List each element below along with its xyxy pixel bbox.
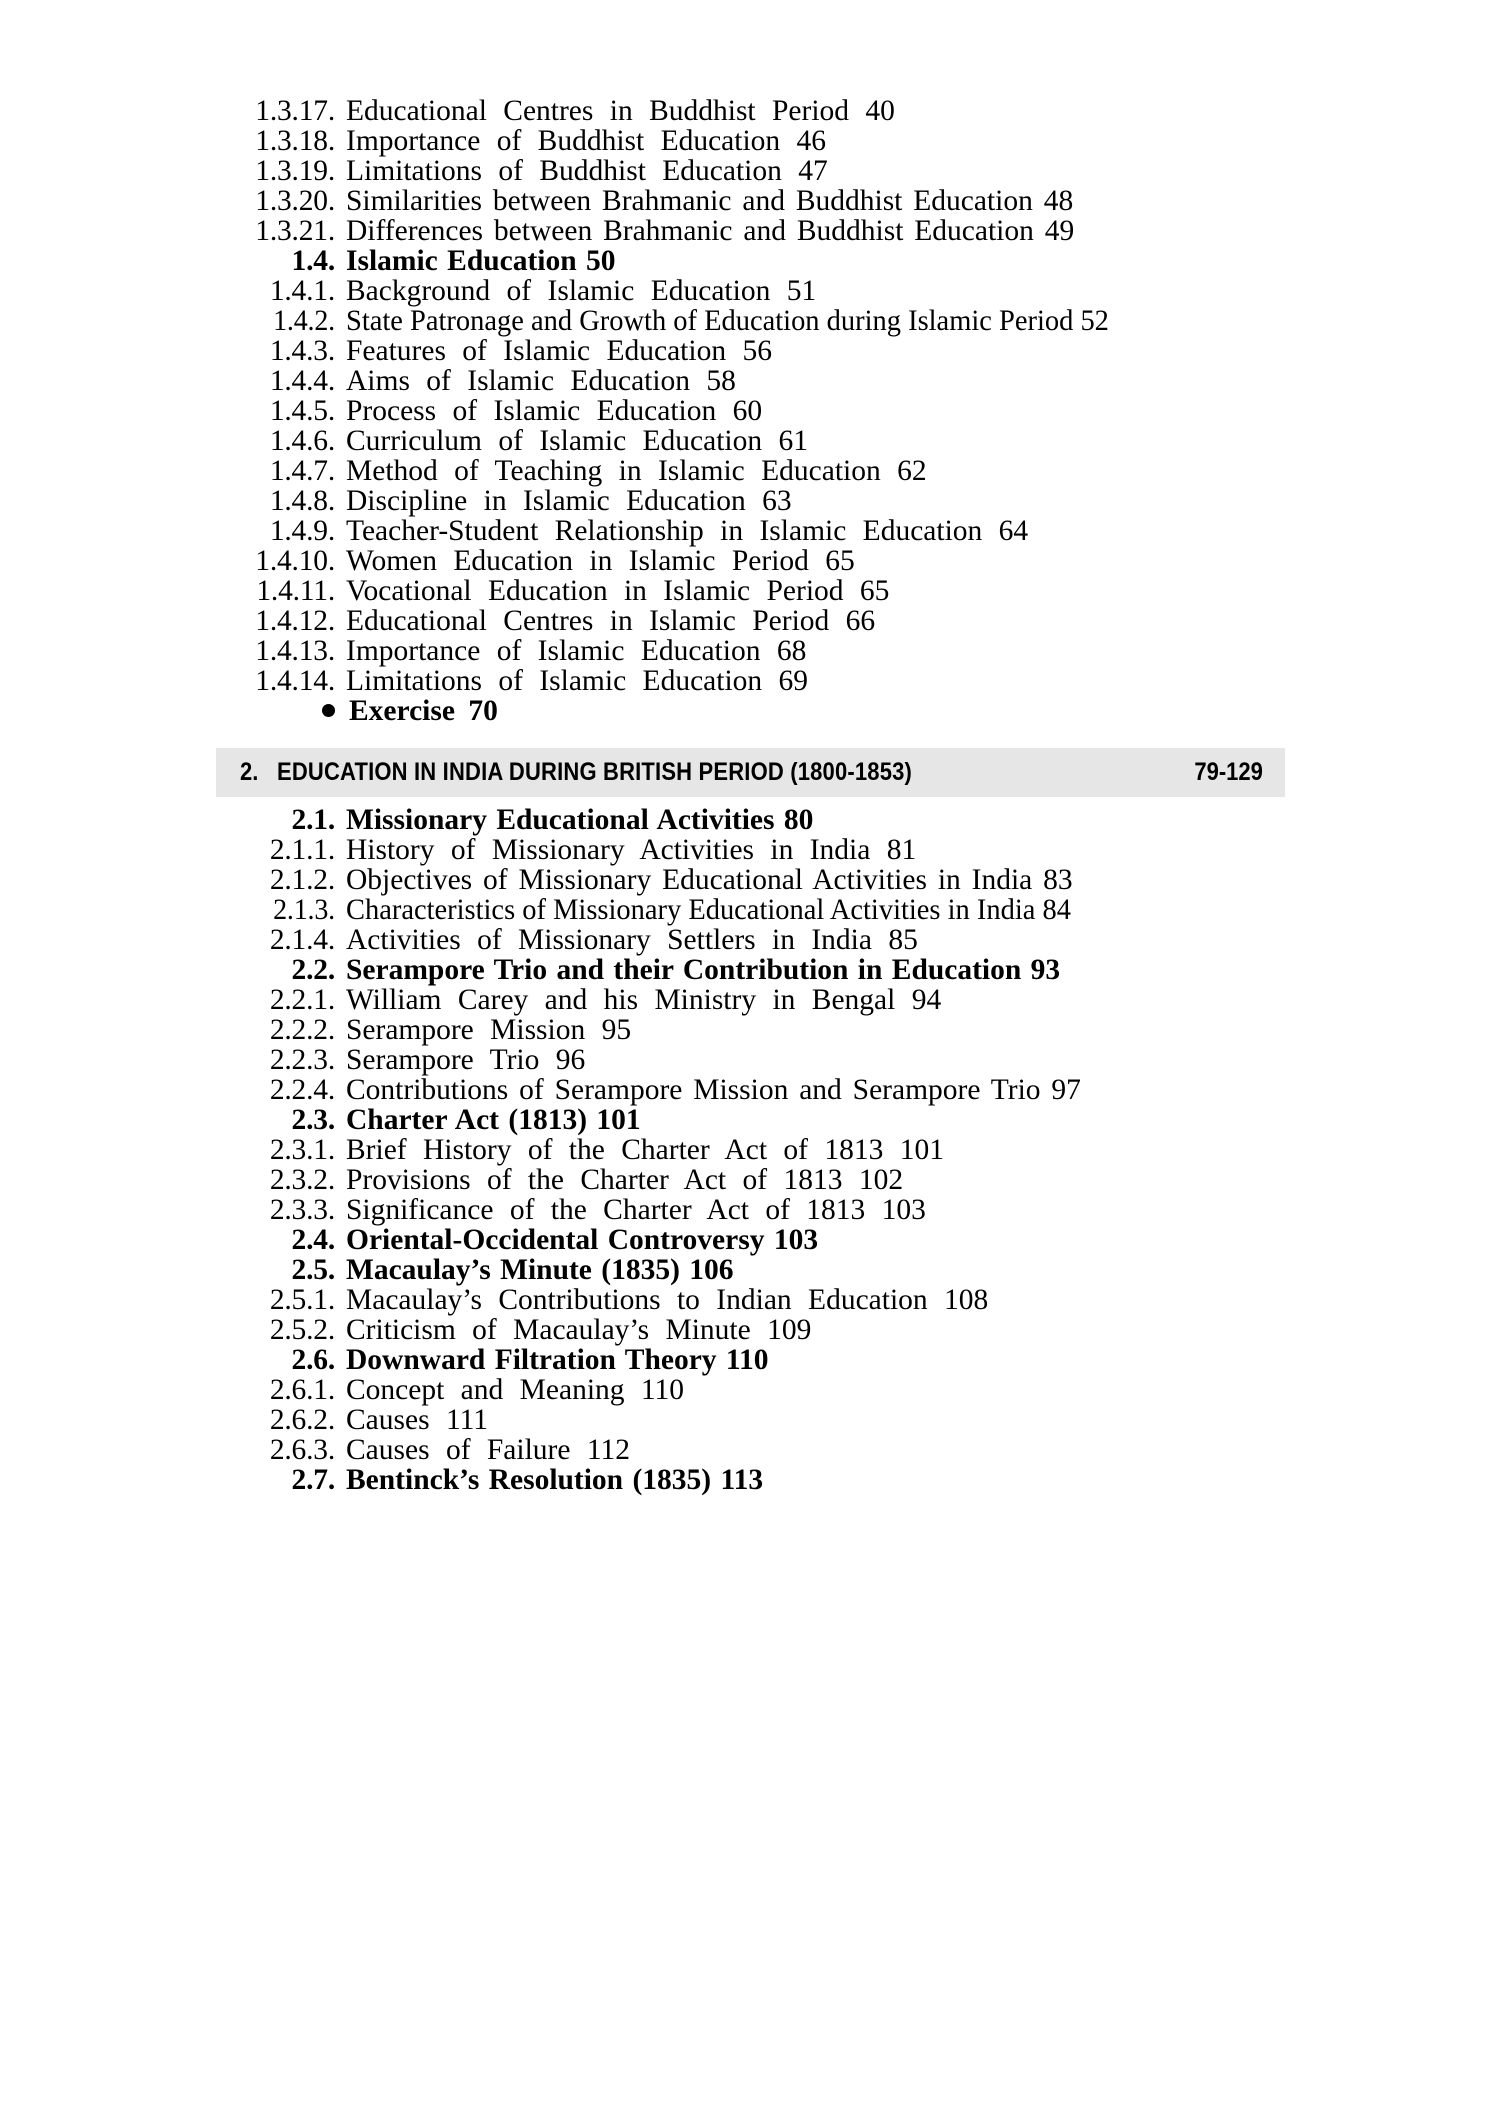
toc-entry[interactable] xyxy=(0,666,1500,696)
toc-entry[interactable] xyxy=(0,246,1500,276)
toc-entry-number: 1.4.13. xyxy=(255,635,335,667)
toc-entry[interactable] xyxy=(0,1465,1500,1495)
toc-entry-number: 2.2.2. xyxy=(269,1014,335,1046)
toc-entry-number: 2.3. xyxy=(291,1104,335,1136)
toc-entry-title: Brief History of the Charter Act of 1813 101 xyxy=(346,1134,944,1166)
toc-entry-number: 2.1.1. xyxy=(269,834,335,866)
toc-entry[interactable] xyxy=(0,696,1500,726)
toc-entry-title: Contributions of Serampore Mission and Serampore Trio 97 xyxy=(346,1074,1081,1106)
toc-entry[interactable] xyxy=(0,1405,1500,1435)
toc-entry-title: State Patronage and Growth of Education during Islamic Period 52 xyxy=(346,305,1109,337)
toc-entry[interactable] xyxy=(0,546,1500,576)
toc-entry-number: 2.1.4. xyxy=(269,924,335,956)
toc-entry-title: Causes 111 xyxy=(346,1404,489,1436)
toc-entry[interactable] xyxy=(0,1255,1500,1285)
toc-entry-number: 1.4.5. xyxy=(269,395,335,427)
toc-entry-number: 1.4. xyxy=(291,245,335,277)
toc-entry[interactable] xyxy=(0,1435,1500,1465)
toc-entry-title: Aims of Islamic Education 58 xyxy=(346,365,736,397)
toc-entry-title: Missionary Educational Activities 80 xyxy=(346,804,814,836)
toc-entry-number: 1.4.7. xyxy=(269,455,335,487)
toc-entry[interactable] xyxy=(0,216,1500,246)
toc-entry-number: 1.3.18. xyxy=(255,125,335,157)
toc-entry-title: Women Education in Islamic Period 65 xyxy=(346,545,855,577)
toc-entry-number: 2.2.3. xyxy=(269,1044,335,1076)
chapter-page-range: 79-129 xyxy=(1194,758,1263,786)
toc-entry[interactable] xyxy=(0,276,1500,306)
toc-entry-number: 2.1.3. xyxy=(273,894,335,926)
toc-entry-title: Provisions of the Charter Act of 1813 102 xyxy=(346,1164,904,1196)
toc-entry-title: Limitations of Islamic Education 69 xyxy=(346,665,809,697)
toc-entry-title: Serampore Trio 96 xyxy=(346,1044,586,1076)
toc-entry-title: William Carey and his Ministry in Bengal 94 xyxy=(346,984,942,1016)
toc-entry[interactable] xyxy=(0,606,1500,636)
toc-entry-number: 1.3.17. xyxy=(255,95,335,127)
toc-entry[interactable] xyxy=(0,486,1500,516)
toc-entry[interactable] xyxy=(0,336,1500,366)
toc-entry-title: Serampore Mission 95 xyxy=(346,1014,632,1046)
toc-entry-number: 1.4.11. xyxy=(256,575,335,607)
bullet-dot-icon xyxy=(322,704,335,717)
toc-entry-title: Limitations of Buddhist Education 47 xyxy=(346,155,828,187)
toc-entry[interactable] xyxy=(0,895,1500,925)
toc-entry-number: 1.4.4. xyxy=(269,365,335,397)
toc-entry-number: 1.4.3. xyxy=(269,335,335,367)
toc-entry-number: 2.4. xyxy=(291,1224,335,1256)
toc-entry-title: Importance of Islamic Education 68 xyxy=(346,635,807,667)
toc-entry[interactable] xyxy=(0,985,1500,1015)
toc-entry-title: Islamic Education 50 xyxy=(346,245,616,277)
toc-entry-title: Process of Islamic Education 60 xyxy=(346,395,763,427)
toc-entry-title: Concept and Meaning 110 xyxy=(346,1374,685,1406)
toc-entry[interactable] xyxy=(0,1015,1500,1045)
toc-entry-title: Causes of Failure 112 xyxy=(346,1434,630,1466)
toc-entry-title: Features of Islamic Education 56 xyxy=(346,335,772,367)
toc-entry[interactable] xyxy=(0,156,1500,186)
toc-entry-number: 2.7. xyxy=(291,1464,335,1496)
toc-entry-title: Serampore Trio and their Contribution in Education 93 xyxy=(346,954,1061,986)
toc-entry-number: 1.4.1. xyxy=(269,275,335,307)
toc-entry[interactable] xyxy=(0,636,1500,666)
toc-entry[interactable] xyxy=(0,1045,1500,1075)
toc-entry-number: 2.5.2. xyxy=(269,1314,335,1346)
toc-entry-number: 1.3.19. xyxy=(255,155,335,187)
toc-entry-number: 2.3.1. xyxy=(269,1134,335,1166)
toc-entry-title: Criticism of Macaulay’s Minute 109 xyxy=(346,1314,812,1346)
toc-entry-title: Objectives of Missionary Educational Activities in India 83 xyxy=(346,864,1073,896)
spacer-above-chapter-bar xyxy=(0,726,1500,748)
toc-entry[interactable] xyxy=(0,456,1500,486)
toc-entry-title: Charter Act (1813) 101 xyxy=(346,1104,641,1136)
toc-entry-title: Activities of Missionary Settlers in India 85 xyxy=(346,924,918,956)
toc-entry-title: Macaulay’s Minute (1835) 106 xyxy=(346,1254,734,1286)
toc-entry-title: Similarities between Brahmanic and Buddhist Education 48 xyxy=(346,185,1074,217)
chapter-heading-bar[interactable] xyxy=(216,748,1285,797)
toc-entry-number: 1.3.21. xyxy=(255,215,335,247)
toc-entry-title: Exercise 70 xyxy=(349,695,498,727)
toc-entry-number: 1.4.12. xyxy=(255,605,335,637)
toc-entry-title: Background of Islamic Education 51 xyxy=(346,275,817,307)
toc-entry-title: Importance of Buddhist Education 46 xyxy=(346,125,827,157)
toc-entry-title: History of Missionary Activities in India 81 xyxy=(346,834,917,866)
toc-entry-number: 2.3.3. xyxy=(269,1194,335,1226)
toc-entry[interactable] xyxy=(0,1225,1500,1255)
toc-entry[interactable] xyxy=(0,1315,1500,1345)
toc-body xyxy=(0,96,1500,1495)
toc-entries-chapter-2 xyxy=(0,805,1500,1495)
toc-entry-number: 1.4.10. xyxy=(255,545,335,577)
toc-entry-title: Discipline in Islamic Education 63 xyxy=(346,485,792,517)
toc-entry-number: 2.5.1. xyxy=(269,1284,335,1316)
toc-entry[interactable] xyxy=(0,955,1500,985)
toc-entry-title: Teacher-Student Relationship in Islamic Education 64 xyxy=(346,515,1029,547)
toc-entry-title: Significance of the Charter Act of 1813 103 xyxy=(346,1194,926,1226)
toc-entry-number: 2.1.2. xyxy=(269,864,335,896)
toc-entry-title: Educational Centres in Islamic Period 66 xyxy=(346,605,876,637)
toc-entry-number: 1.4.8. xyxy=(269,485,335,517)
toc-entry-number: 2.6. xyxy=(291,1344,335,1376)
toc-entry-number: 1.4.14. xyxy=(255,665,335,697)
toc-entry-number: 2.1. xyxy=(291,804,335,836)
toc-entry-title: Differences between Brahmanic and Buddhist Education 49 xyxy=(346,215,1075,247)
toc-entry[interactable] xyxy=(0,366,1500,396)
toc-entry[interactable] xyxy=(0,576,1500,606)
toc-entry-number: 2.3.2. xyxy=(269,1164,335,1196)
toc-entry-number: 1.4.6. xyxy=(269,425,335,457)
toc-entry[interactable] xyxy=(0,1105,1500,1135)
chapter-title: EDUCATION IN INDIA DURING BRITISH PERIOD (1800-1853) xyxy=(276,758,912,786)
toc-entry[interactable] xyxy=(0,1135,1500,1165)
toc-entry-number: 2.2.1. xyxy=(269,984,335,1016)
toc-entry[interactable] xyxy=(0,186,1500,216)
toc-entry-number: 1.4.9. xyxy=(269,515,335,547)
toc-entry-title: Characteristics of Missionary Educational Activities in India 84 xyxy=(346,894,1071,926)
toc-entry-number: 2.6.2. xyxy=(269,1404,335,1436)
bullet-icon xyxy=(150,697,335,727)
toc-entry-title: Bentinck’s Resolution (1835) 113 xyxy=(346,1464,764,1496)
toc-entry[interactable] xyxy=(0,96,1500,126)
toc-entry-number: 2.6.1. xyxy=(269,1374,335,1406)
chapter-number: 2. xyxy=(240,758,259,786)
toc-entry-title: Vocational Education in Islamic Period 65 xyxy=(346,575,890,607)
toc-entry[interactable] xyxy=(0,126,1500,156)
toc-entry[interactable] xyxy=(0,1375,1500,1405)
toc-entry-title: Downward Filtration Theory 110 xyxy=(346,1344,769,1376)
toc-entry[interactable] xyxy=(0,865,1500,895)
toc-entry-title: Curriculum of Islamic Education 61 xyxy=(346,425,809,457)
toc-entry[interactable] xyxy=(0,1165,1500,1195)
toc-entry[interactable] xyxy=(0,426,1500,456)
toc-entry[interactable] xyxy=(0,306,1500,336)
toc-entry[interactable] xyxy=(0,805,1500,835)
toc-entry-number: 2.5. xyxy=(291,1254,335,1286)
toc-entry-title: Educational Centres in Buddhist Period 40 xyxy=(346,95,895,127)
toc-entry-number: 2.2. xyxy=(291,954,335,986)
toc-entry-title: Oriental-Occidental Controversy 103 xyxy=(346,1224,819,1256)
toc-entry[interactable] xyxy=(0,835,1500,865)
toc-entry-number: 2.6.3. xyxy=(269,1434,335,1466)
toc-entries-chapter-1 xyxy=(0,96,1500,726)
toc-entry[interactable] xyxy=(0,1075,1500,1105)
toc-entry[interactable] xyxy=(0,1345,1500,1375)
toc-entry-title: Method of Teaching in Islamic Education 62 xyxy=(346,455,927,487)
toc-entry-number: 1.4.2. xyxy=(273,305,335,337)
toc-entry[interactable] xyxy=(0,1285,1500,1315)
toc-entry-number: 2.2.4. xyxy=(269,1074,335,1106)
toc-entry[interactable] xyxy=(0,516,1500,546)
toc-entry-number: 1.3.20. xyxy=(255,185,335,217)
toc-entry-title: Macaulay’s Contributions to Indian Education 108 xyxy=(346,1284,989,1316)
toc-entry[interactable] xyxy=(0,1195,1500,1225)
toc-entry[interactable] xyxy=(0,925,1500,955)
toc-entry[interactable] xyxy=(0,396,1500,426)
